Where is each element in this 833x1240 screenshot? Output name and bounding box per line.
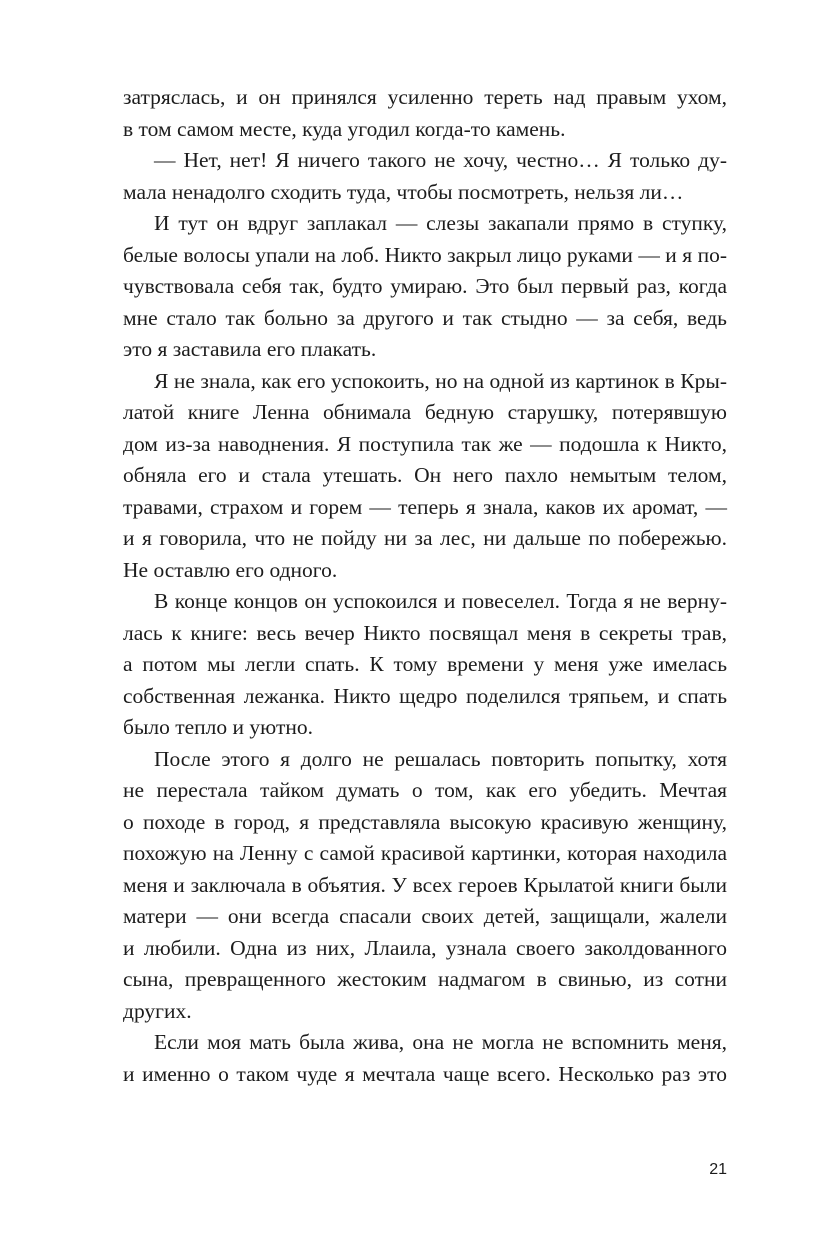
text-line: белые волосы упали на лоб. Никто закрыл лицо руками — и я по- [123,242,727,267]
text-line: И тут он вдруг заплакал — слезы закапали прямо в ступку, [154,211,727,235]
text-line: и я говорила, что не пойду ни за лес, ни дальше по побережью. [123,526,727,550]
text-line: сына, превращенного жестоким надмагом в свинью, из сотни [123,967,727,991]
paragraph [123,82,727,145]
text-line: лась к книге: весь вечер Никто посвящал меня в секреты трав, [123,620,727,645]
page-body-text [123,82,727,1142]
paragraph [123,145,727,208]
text-line: а потом мы легли спать. К тому времени у меня уже имелась [123,652,727,676]
text-line: дом из-за наводнения. Я поступила так же — подошла к Никто, [123,431,727,456]
text-line: Если моя мать была жива, она не могла не вспомнить меня, [154,1030,727,1054]
text-line: чувствовала себя так, будто умираю. Это был первый раз, когда [123,274,727,298]
page-number: 21 [709,1161,727,1178]
paragraph [123,366,727,587]
text-line: о походе в город, я представляла высокую красивую женщину, [123,809,727,834]
text-line: было тепло и уютно. [123,715,313,739]
paragraph [123,586,727,744]
text-line: похожую на Ленну с самой красивой картинки, которая находила [123,841,727,865]
text-line: в том самом месте, куда угодил когда-то камень. [123,116,566,141]
text-line: — Нет, нет! Я ничего такого не хочу, честно… Я только ду- [154,148,727,172]
text-line: затряслась, и он принялся усиленно тереть над правым ухом, [123,85,727,109]
text-line: После этого я долго не решалась повторить попытку, хотя [154,746,727,771]
text-line: обняла его и стала утешать. Он него пахло немытым телом, [123,463,727,487]
text-line: матери — они всегда спасали своих детей, защищали, жалели [123,904,727,928]
text-line: травами, страхом и горем — теперь я знала, каков их аромат, — [123,494,727,519]
text-line: мала ненадолго сходить туда, чтобы посмотреть, нельзя ли… [123,179,684,204]
text-line: не перестала тайком думать о том, как его убедить. Мечтая [123,778,727,802]
text-line: это я заставила его плакать. [123,337,377,361]
text-line: собственная лежанка. Никто щедро поделился тряпьем, и спать [123,683,727,708]
text-line: мне стало так больно за другого и так стыдно — за себя, ведь [123,305,727,330]
paragraph [123,744,727,1028]
text-line: В конце концов он успокоился и повеселел. Тогда я не верну- [154,589,727,613]
paragraph [123,1027,727,1090]
text-line: Не оставлю его одного. [123,557,338,582]
text-line: и именно о таком чуде я мечтала чаще всего. Несколько раз это [123,1061,727,1086]
text-line: Я не знала, как его успокоить, но на одной из картинок в Кры- [154,368,727,393]
text-line: и любили. Одна из них, Ллаила, узнала своего заколдованного [123,935,727,960]
text-line: других. [123,998,192,1023]
text-line: меня и заключала в объятия. У всех героев Крылатой книги были [123,872,727,897]
paragraph [123,208,727,366]
text-line: латой книге Ленна обнимала бедную старушку, потерявшую [123,400,727,424]
